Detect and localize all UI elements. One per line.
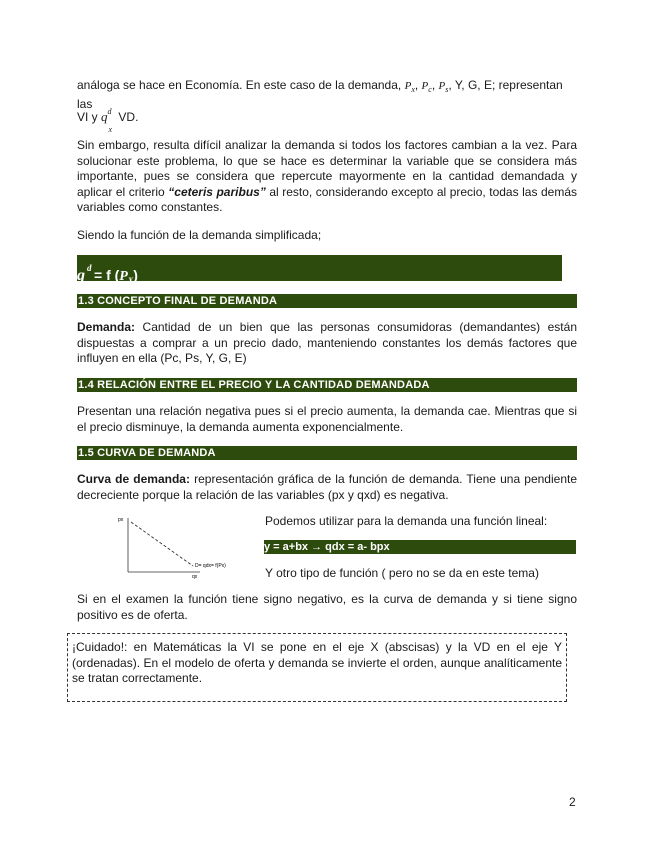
paragraph-curva-def bbox=[77, 472, 577, 503]
ceteris-emph: “ceteris paribus” bbox=[168, 184, 266, 199]
lineal-otro: Y otro tipo de función ( pero no se da en este tema) bbox=[265, 566, 539, 580]
lineal-formula-bar: y = a+bx → qdx = a- bpx bbox=[264, 540, 576, 554]
intro-vi: VI y bbox=[77, 110, 98, 124]
formula-eq: = f ( bbox=[94, 267, 120, 283]
formula-q: q $^d_x$ bbox=[77, 263, 92, 289]
curva-def-text: representación gráfica de la función de demanda. Tiene una pendiente decreciente porque la relación de las variables (px y qxd) es negativa. bbox=[77, 472, 577, 502]
paragraph-simplificada: Siendo la función de la demanda simplificada; bbox=[77, 228, 322, 242]
intro-text-a: análoga se hace en Economía. En este caso de la demanda, bbox=[77, 78, 402, 92]
intro-text-b: Y, G, E; representan las bbox=[77, 78, 563, 111]
formula-close: ) bbox=[133, 267, 138, 283]
formula-p: $P_X$ bbox=[119, 269, 134, 285]
var-qdx: $q^d_x$ bbox=[101, 107, 113, 134]
ceteris-text-b: al resto, considerando excepto al precio, todas las demás variables como constantes. bbox=[77, 184, 578, 214]
demand-formula-bar bbox=[77, 255, 562, 289]
curve-label: D= qdx= f(Px) bbox=[195, 563, 226, 569]
term-curva: Curva de demanda: bbox=[77, 472, 190, 486]
intro-line-2 bbox=[77, 103, 139, 134]
lineal-intro: Podemos utilizar para la demanda una función lineal: bbox=[265, 514, 548, 528]
var-ps: $P_s$ bbox=[438, 80, 449, 94]
cuidado-text: ¡Cuidado!: en Matemáticas la VI se pone en el eje X (abscisas) y la VD en el eje Y (ordenadas). En el modelo de oferta y demanda se invierte el orden, aunque analíticamente se tratan correctamente. bbox=[72, 640, 562, 685]
intro-vd: VD. bbox=[118, 110, 139, 124]
section-heading-1-5: 1.5 CURVA DE DEMANDA bbox=[77, 446, 577, 460]
paragraph-relacion: Presentan una relación negativa pues si el precio aumenta, la demanda cae. Mientras que si el precio disminuye, la demanda aumenta exponencialmente. bbox=[77, 404, 577, 434]
intro-line-1: análoga se hace en Economía. En este caso de la demanda, $P_x$, $P_c$, $P_s$, Y, G, E; representan las bbox=[77, 78, 563, 111]
section-heading-1-4: 1.4 RELACIÓN ENTRE EL PRECIO Y LA CANTIDAD DEMANDADA bbox=[77, 378, 577, 392]
paragraph-demanda-def bbox=[77, 320, 577, 367]
page-number: 2 bbox=[569, 795, 576, 809]
cuidado-note-box bbox=[67, 633, 567, 702]
x-axis-label: qx bbox=[192, 574, 198, 580]
paragraph-ceteris bbox=[77, 138, 577, 216]
demand-line bbox=[131, 522, 193, 566]
var-pc: $P_c$ bbox=[421, 80, 432, 94]
paragraph-signo: Si en el examen la función tiene signo negativo, es la curva de demanda y si tiene signo positivo es de oferta. bbox=[77, 592, 577, 622]
demand-curve-chart bbox=[115, 512, 255, 582]
y-axis-label: px bbox=[118, 517, 124, 523]
term-demanda: Demanda: bbox=[77, 320, 136, 334]
section-heading-1-3: 1.3 CONCEPTO FINAL DE DEMANDA bbox=[77, 294, 577, 308]
var-px: $P_x$ bbox=[404, 80, 415, 94]
ceteris-text-a: Sin embargo, resulta difícil analizar la demanda si todos los factores cambian a la vez. Para solucionar este problema, lo que se hace es determinar la variable que se considera más importante, pues se considera que repercute mayormente en la cantidad demandada y aplicar el criterio bbox=[77, 138, 577, 199]
demanda-def-text: Cantidad de un bien que las personas consumidoras (demandantes) están dispuestas a comprar a un precio dado, manteniendo constantes los demás factores que influyen en ella (Pc, Ps, Y, G, E) bbox=[77, 320, 577, 365]
